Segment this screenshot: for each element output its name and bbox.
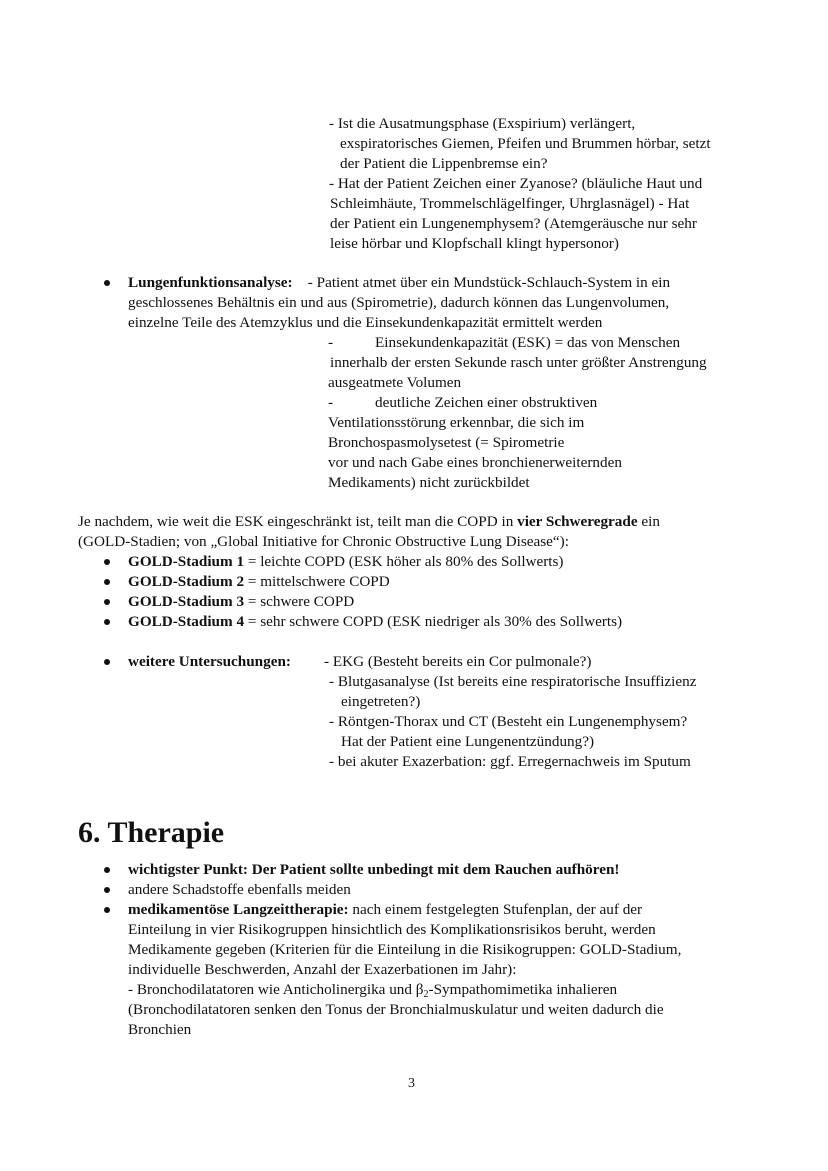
therapie-text: nach einem festgelegten Stufenplan, der auf der — [352, 901, 643, 918]
gold-stage-label: GOLD-Stadium 1 — [128, 553, 245, 570]
weitere-line: - Blutgasanalyse (Ist bereits eine respiratorische Insuffizienz — [329, 673, 697, 690]
assessment-line: - Hat der Patient Zeichen einer Zyanose? (bläuliche Haut und — [329, 175, 703, 192]
therapie-item: andere Schadstoffe ebenfalls meiden — [128, 881, 351, 898]
weitere-line: - bei akuter Exazerbation: ggf. Erregernachweis im Sputum — [329, 753, 691, 770]
lungenfunktion-label: Lungenfunktionsanalyse: — [128, 274, 293, 291]
obstruction-line: Ventilationsstörung erkennbar, die sich im — [328, 414, 585, 431]
obstruction-line: vor und nach Gabe eines bronchienerweiternden — [328, 454, 622, 471]
bullet-icon — [104, 599, 110, 605]
bullet-icon — [104, 559, 110, 565]
bullet-icon — [104, 907, 110, 913]
obstruction-line: deutliche Zeichen einer obstruktiven — [375, 394, 598, 411]
section-heading: 6. Therapie — [78, 816, 225, 849]
therapie-label: medikamentöse Langzeittherapie: — [128, 901, 349, 918]
assessment-line: der Patient die Lippenbremse ein? — [340, 155, 548, 172]
lungenfunktion-line: einzelne Teile des Atemzyklus und die Einsekundenkapazität ermittelt werden — [128, 314, 603, 331]
gold-stage-text: = schwere COPD — [244, 593, 355, 610]
gold-intro-text: Je nachdem, wie weit die ESK eingeschränkt ist, teilt man die COPD in — [78, 513, 514, 530]
gold-stage-text: = mittelschwere COPD — [244, 573, 390, 590]
assessment-line: - Ist die Ausatmungsphase (Exspirium) verlängert, — [329, 115, 636, 132]
weitere-line: - Röntgen-Thorax und CT (Besteht ein Lungenemphysem? — [329, 713, 688, 730]
gold-stage — [128, 592, 354, 612]
page-number: 3 — [408, 1076, 415, 1091]
broncho-line: - Bronchodilatatoren wie Anticholinergika und β2-Sympathomimetika inhalieren — [128, 981, 618, 1000]
weitere-label: weitere Untersuchungen: — [128, 653, 291, 670]
gold-intro-bold: vier Schweregrade — [517, 513, 638, 530]
gold-intro — [78, 512, 660, 532]
bullet-icon — [104, 887, 110, 893]
lungenfunktion-line: geschlossenes Behältnis ein und aus (Spirometrie), dadurch können das Lungenvolumen, — [128, 294, 670, 311]
weitere-line: eingetreten?) — [341, 693, 421, 710]
lungenfunktion-line — [128, 273, 670, 293]
bullet-icon — [104, 619, 110, 625]
bullet-icon — [104, 579, 110, 585]
broncho-line: Bronchien — [128, 1021, 192, 1038]
assessment-line: leise hörbar und Klopfschall klingt hypersonor) — [330, 235, 619, 252]
weitere-line: - EKG (Besteht bereits ein Cor pulmonale?) — [324, 653, 592, 670]
therapie-line: Einteilung in vier Risikogruppen hinsichtlich des Komplikationsrisikos beruht, werden — [128, 921, 656, 938]
assessment-line: exspiratorisches Giemen, Pfeifen und Brummen hörbar, setzt — [340, 135, 711, 152]
obstruction-line: Medikaments) nicht zurückbildet — [328, 474, 530, 491]
assessment-line: Schleimhäute, Trommelschlägelfinger, Uhrglasnägel) - Hat — [330, 195, 690, 212]
bullet-icon — [104, 659, 110, 665]
gold-stage-text: = leichte COPD (ESK höher als 80% des Sollwerts) — [244, 553, 564, 570]
esk-line: Einsekundenkapazität (ESK) = das von Menschen — [375, 334, 681, 351]
gold-stage — [128, 612, 622, 632]
bullet-icon — [104, 280, 110, 286]
therapie-item: wichtigster Punkt: Der Patient sollte unbedingt mit dem Rauchen aufhören! — [128, 861, 620, 878]
esk-line: innerhalb der ersten Sekunde rasch unter größter Anstrengung — [330, 354, 707, 371]
list-dash: - — [328, 334, 334, 351]
obstruction-line: Bronchospasmolysetest (= Spirometrie — [328, 434, 565, 451]
therapie-line: individuelle Beschwerden, Anzahl der Exazerbationen im Jahr): — [128, 961, 517, 978]
gold-intro-text: ein — [641, 513, 660, 530]
gold-stage-label: GOLD-Stadium 4 — [128, 613, 245, 630]
gold-stage — [128, 552, 564, 572]
gold-stage-label: GOLD-Stadium 2 — [128, 573, 245, 590]
gold-stage-label: GOLD-Stadium 3 — [128, 593, 245, 610]
lungenfunktion-text: - Patient atmet über ein Mundstück-Schlauch-System in ein — [307, 274, 671, 291]
broncho-line: (Bronchodilatatoren senken den Tonus der Bronchialmuskulatur und weiten dadurch die — [128, 1001, 664, 1018]
gold-stage-text: = sehr schwere COPD (ESK niedriger als 30% des Sollwerts) — [244, 613, 623, 630]
esk-line: ausgeatmete Volumen — [328, 374, 462, 391]
assessment-line: der Patient ein Lungenemphysem? (Atemgeräusche nur sehr — [330, 215, 697, 232]
gold-stage — [128, 572, 390, 592]
weitere-line: Hat der Patient eine Lungenentzündung?) — [341, 733, 595, 750]
therapie-item — [128, 900, 642, 920]
therapie-line: Medikamente gegeben (Kriterien für die Einteilung in die Risikogruppen: GOLD-Stadium, — [128, 941, 682, 958]
bullet-icon — [104, 867, 110, 873]
gold-intro: (GOLD-Stadien; von „Global Initiative for Chronic Obstructive Lung Disease“): — [78, 533, 569, 550]
list-dash: - — [328, 394, 334, 411]
